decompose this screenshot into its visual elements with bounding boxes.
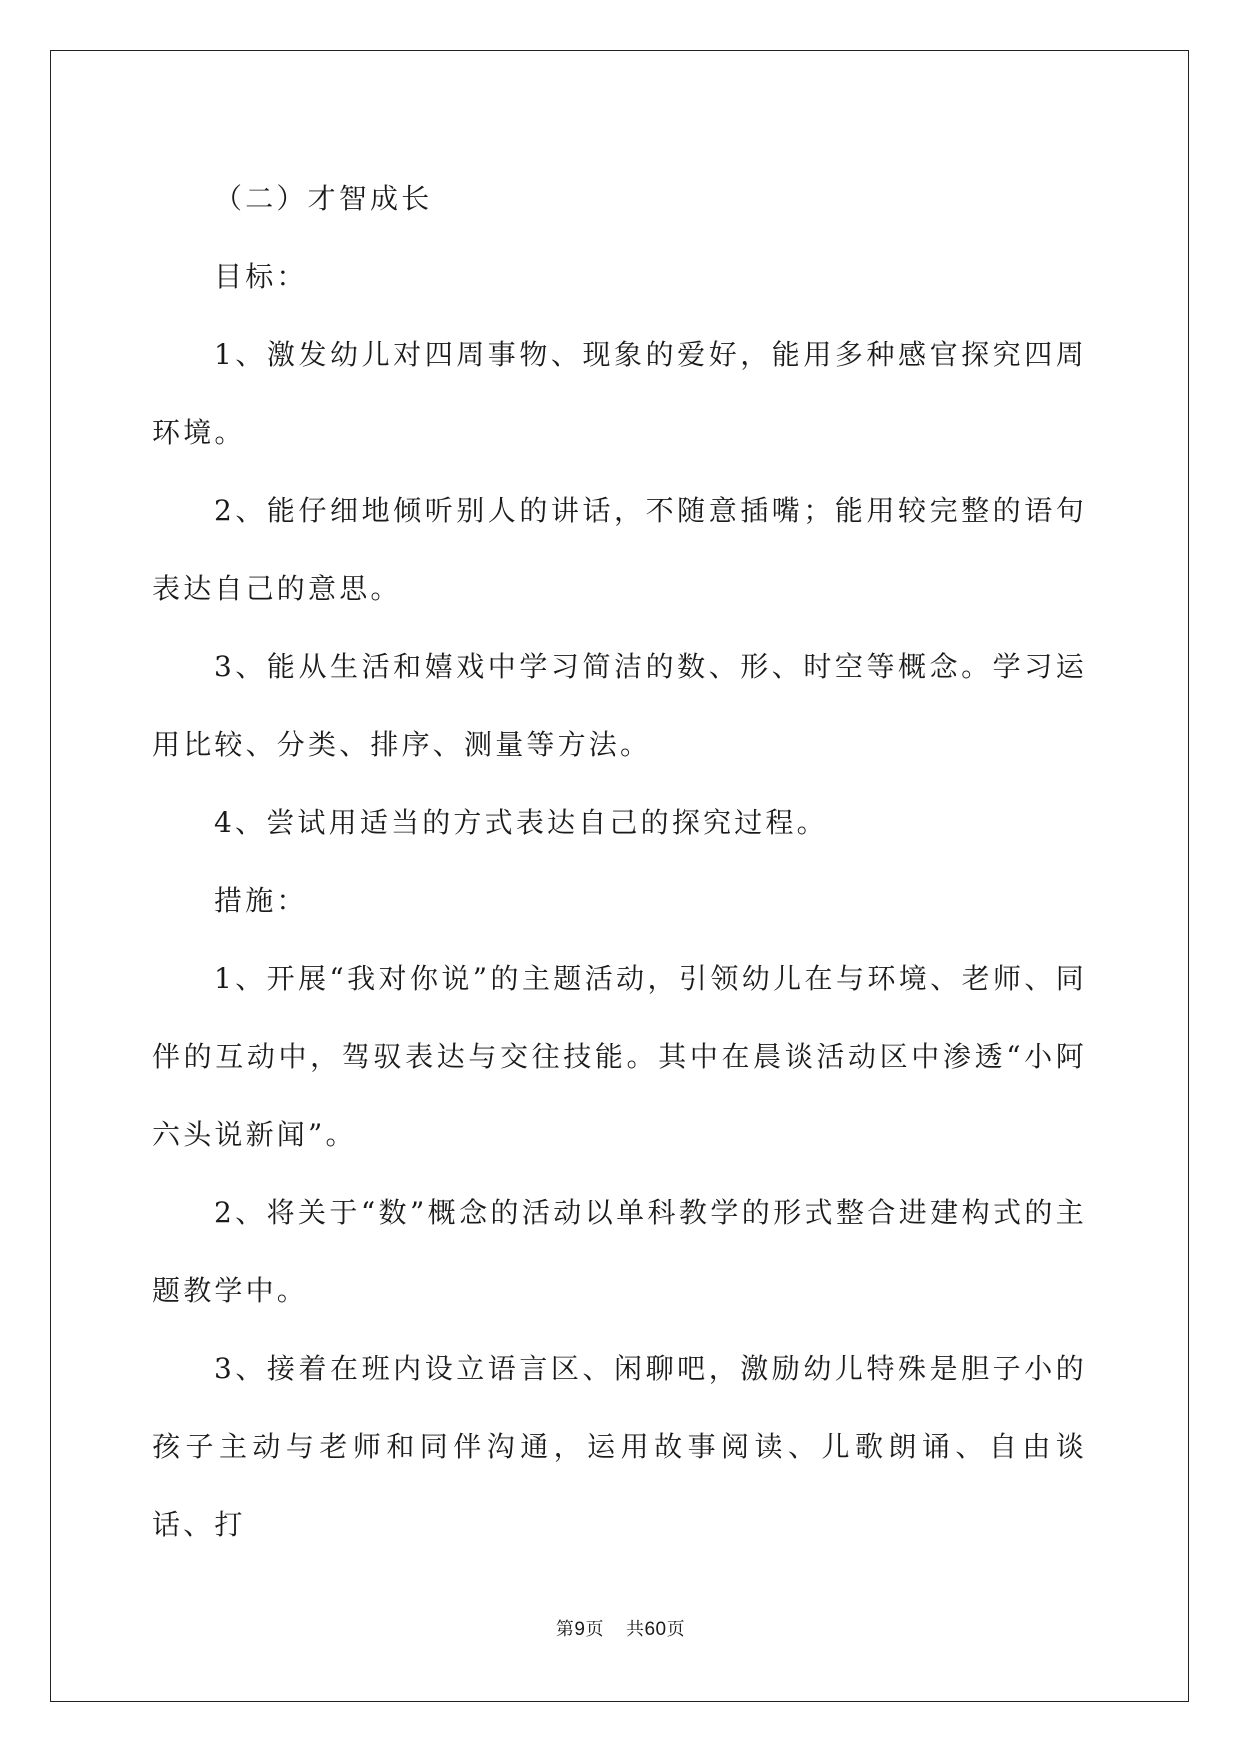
section-heading: （二）才智成长 <box>214 182 433 215</box>
page-footer <box>0 1618 1241 1642</box>
document-body <box>152 160 1087 1564</box>
measures-label: 措施： <box>214 884 308 917</box>
page-prefix: 第 <box>555 1619 575 1640</box>
goal-item-2: 2、能仔细地倾听别人的讲话，不随意插嘴；能用较完整的语句表达自己的意思。 <box>152 494 1087 605</box>
total-prefix: 共 <box>625 1619 645 1640</box>
page-suffix: 页 <box>585 1619 604 1640</box>
measure-item-2: 2、将关于“数”概念的活动以单科教学的形式整合进建构式的主题教学中。 <box>152 1196 1087 1307</box>
goal-item-4: 4、尝试用适当的方式表达自己的探究过程。 <box>214 806 828 839</box>
measure-item-1: 1、开展“我对你说”的主题活动，引领幼儿在与环境、老师、同伴的互动中，驾驭表达与交往技能。其中在晨谈活动区中渗透“小阿六头说新闻”。 <box>152 962 1087 1151</box>
page-number: 9 <box>574 1619 586 1640</box>
total-pages: 60 <box>644 1619 667 1640</box>
goal-item-3: 3、能从生活和嬉戏中学习简洁的数、形、时空等概念。学习运用比较、分类、排序、测量等方法。 <box>152 650 1087 761</box>
goals-label: 目标： <box>214 260 308 293</box>
total-suffix: 页 <box>666 1619 686 1640</box>
measure-item-3: 3、接着在班内设立语言区、闲聊吧，激励幼儿特殊是胆子小的孩子主动与老师和同伴沟通，运用故事阅读、儿歌朗诵、自由谈话、打 <box>152 1352 1087 1541</box>
goal-item-1: 1、激发幼儿对四周事物、现象的爱好，能用多种感官探究四周环境。 <box>152 338 1087 449</box>
